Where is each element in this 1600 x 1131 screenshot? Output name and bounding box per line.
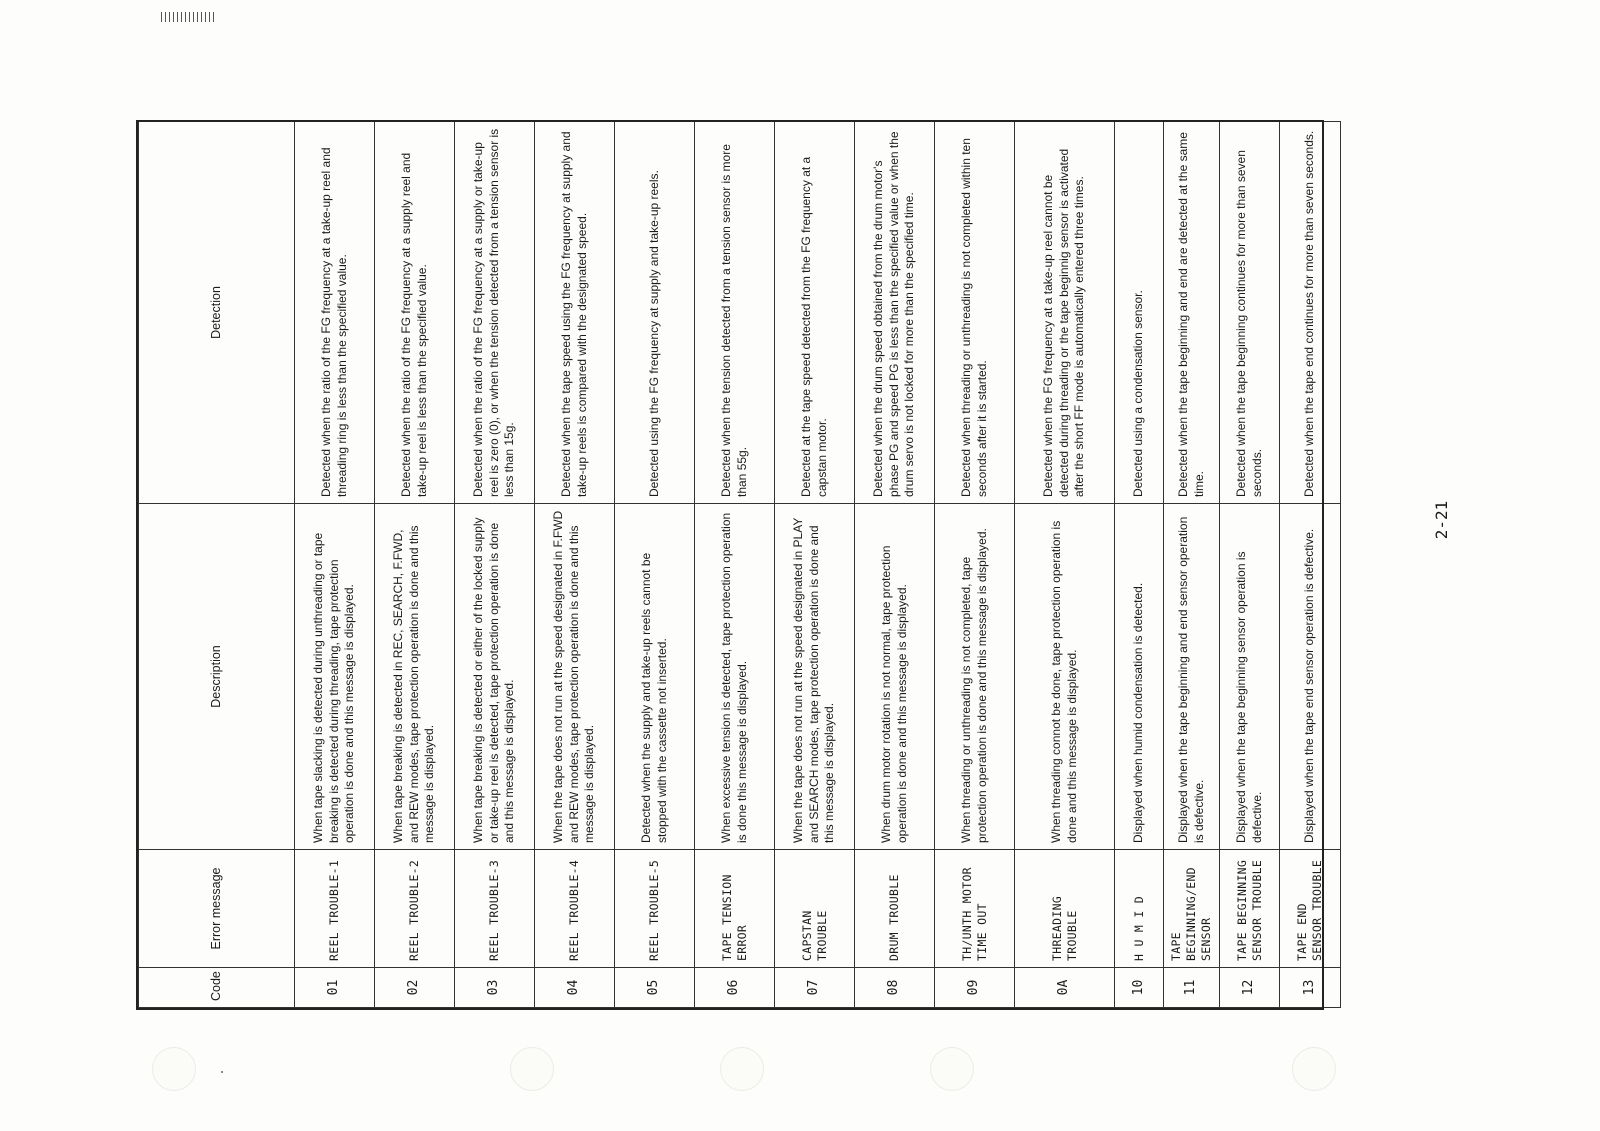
table-row <box>615 122 695 1008</box>
error-detection: Detected when the drum speed obtained from the drum motor's phase PG and speed PG is less than the specified value or when the drum servo is not locked for more than the specified time. <box>855 122 935 504</box>
header-description: Description <box>139 504 295 850</box>
error-code: 02 <box>375 968 455 1008</box>
error-detection: Detected when the ratio of the FG frequency at a take-up reel and threading ring is less than the specified value. <box>295 122 375 504</box>
binder-hole <box>510 1047 554 1091</box>
error-description: Displayed when the tape beginning sensor operation is defective. <box>1220 504 1280 850</box>
table-row <box>695 122 775 1008</box>
error-code: 05 <box>615 968 695 1008</box>
error-description: When tape breaking is detected or either of the locked supply or take-up reel is detected, tape protection operation is done and this message is displayed. <box>455 504 535 850</box>
error-code: 07 <box>775 968 855 1008</box>
error-description: Displayed when the tape beginning and end sensor operation is defective. <box>1164 504 1220 850</box>
error-message: REEL TROUBLE-2 <box>375 850 455 968</box>
table-row <box>1220 122 1280 1008</box>
error-detection: Detected when the tape beginning and end are detected at the same time. <box>1164 122 1220 504</box>
error-description: When drum motor rotation is not normal, tape protection operation is done and this message is displayed. <box>855 504 935 850</box>
error-description: When the tape does not run at the speed designated in F.FWD and REW modes, tape protection operation is done and this message is displayed. <box>535 504 615 850</box>
error-description: When tape breaking is detected in REC, SEARCH, F.FWD, and REW modes, tape protection operation is done and this message is displayed. <box>375 504 455 850</box>
error-description: Displayed when humid condensation is detected. <box>1115 504 1164 850</box>
header-detection: Detection <box>139 122 295 504</box>
table-row <box>775 122 855 1008</box>
error-code: 06 <box>695 968 775 1008</box>
header-error-message: Error message <box>139 850 295 968</box>
table-row <box>375 122 455 1008</box>
table-header-row <box>139 122 295 1008</box>
speck <box>221 1071 223 1073</box>
error-message: REEL TROUBLE-1 <box>295 850 375 968</box>
error-detection: Detected when the tension detected from a tension sensor is more than 55g. <box>695 122 775 504</box>
error-detection: Detected using the FG frequency at supply and take-up reels. <box>615 122 695 504</box>
page-number: 2-21 <box>1432 500 1451 540</box>
error-message: TAPE BEGINNING/END SENSOR <box>1164 850 1220 968</box>
error-description: When the tape does not run at the speed designated in PLAY and SEARCH modes, tape protection operation is done and this message is displayed. <box>775 504 855 850</box>
error-code: 11 <box>1164 968 1220 1008</box>
error-code: 10 <box>1115 968 1164 1008</box>
error-detection: Detected when the FG frequency at a take-up reel cannot be detected during threading or the tape beginnig sensor is activated after the short FF mode is automatically entered three times. <box>1015 122 1115 504</box>
error-code: 08 <box>855 968 935 1008</box>
error-detection: Detected when the tape beginning continues for more than seven seconds. <box>1220 122 1280 504</box>
error-message: TAPE TENSION ERROR <box>695 850 775 968</box>
error-code: 13 <box>1280 968 1341 1008</box>
error-message: THREADING TROUBLE <box>1015 850 1115 968</box>
error-table-container <box>138 122 1322 1008</box>
error-code: 03 <box>455 968 535 1008</box>
error-code: 04 <box>535 968 615 1008</box>
error-description: Detected when the supply and take-up reels cannot be stopped with the cassette not inserted. <box>615 504 695 850</box>
table-row <box>935 122 1015 1008</box>
error-message: TH/UNTH MOTOR TIME OUT <box>935 850 1015 968</box>
error-code: 12 <box>1220 968 1280 1008</box>
error-message: REEL TROUBLE-5 <box>615 850 695 968</box>
error-detection: Detected when threading or unthreading is not completed within ten seconds after it is started. <box>935 122 1015 504</box>
error-message: DRUM TROUBLE <box>855 850 935 968</box>
error-description: When excessive tension is detected, tape protection operation is done this message is displayed. <box>695 504 775 850</box>
error-detection: Detected when the tape end continues for more than seven seconds. <box>1280 122 1341 504</box>
table-row <box>1164 122 1220 1008</box>
error-detection: Detected when the ratio of the FG frequency at a supply or take-up reel is zero (0), or when the tension detected from a tension sensor is less than 15g. <box>455 122 535 504</box>
edge-tick-marks <box>161 12 214 22</box>
error-message: TAPE END SENSOR TROUBLE <box>1280 850 1341 968</box>
table-row <box>455 122 535 1008</box>
table-row <box>1015 122 1115 1008</box>
binder-hole <box>152 1047 196 1091</box>
error-message: REEL TROUBLE-3 <box>455 850 535 968</box>
error-message: REEL TROUBLE-4 <box>535 850 615 968</box>
error-description: When threading connot be done, tape protection operation is done and this message is displayed. <box>1015 504 1115 850</box>
table-row <box>535 122 615 1008</box>
error-description: When threading or unthreading is not completed, tape protection operation is done and this message is displayed. <box>935 504 1015 850</box>
error-message: H U M I D <box>1115 850 1164 968</box>
error-code: 09 <box>935 968 1015 1008</box>
table-row <box>295 122 375 1008</box>
binder-hole <box>720 1047 764 1091</box>
error-message: TAPE BEGINNING SENSOR TROUBLE <box>1220 850 1280 968</box>
error-description: When tape slacking is detected during unthreading or tape breaking is detected during threading, tape protection operation is done and this message is displayed. <box>295 504 375 850</box>
binder-hole <box>1292 1047 1336 1091</box>
table-row <box>1115 122 1164 1008</box>
error-code: 01 <box>295 968 375 1008</box>
error-message: CAPSTAN TROUBLE <box>775 850 855 968</box>
table-row <box>1280 122 1341 1008</box>
rotated-table-frame <box>138 122 1322 1008</box>
header-code: Code <box>139 968 295 1008</box>
binder-hole <box>930 1047 974 1091</box>
error-table <box>138 121 1341 1008</box>
error-detection: Detected at the tape speed detected from the FG frequency at a capstan motor. <box>775 122 855 504</box>
error-description: Displayed when the tape end sensor operation is defective. <box>1280 504 1341 850</box>
error-detection: Detected using a condensation sensor. <box>1115 122 1164 504</box>
table-row <box>855 122 935 1008</box>
error-detection: Detected when the tape speed using the FG frequency at supply and take-up reels is compared with the designated speed. <box>535 122 615 504</box>
error-code: 0A <box>1015 968 1115 1008</box>
error-detection: Detected when the ratio of the FG frequency at a supply reel and take-up reel is less than the specified value. <box>375 122 455 504</box>
